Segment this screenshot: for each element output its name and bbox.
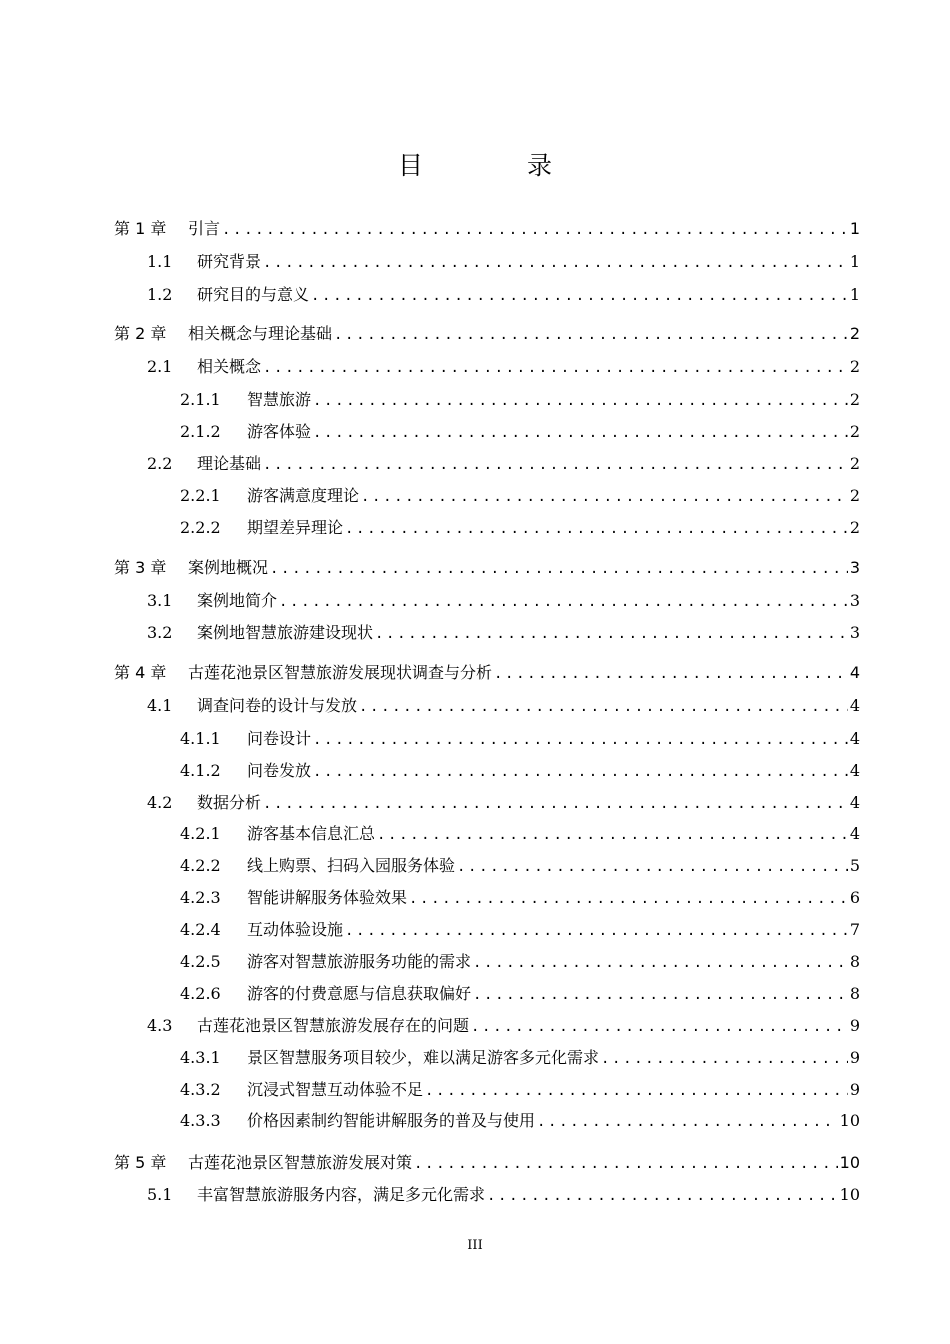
dot-leader [263, 360, 848, 376]
dot-leader [457, 859, 848, 875]
toc-entry-label: 景区智慧服务项目较少，难以满足游客多元化需求 [247, 1048, 600, 1067]
dot-leader [414, 1156, 838, 1172]
toc-entry-page: 3 [849, 558, 860, 577]
toc-entry-label: 问卷设计 [247, 729, 312, 748]
toc-entry-page: 1 [849, 219, 860, 238]
dot-leader [311, 288, 848, 304]
toc-entry-label: 研究背景 [197, 252, 262, 271]
toc-entry-label: 数据分析 [197, 793, 262, 812]
toc-entry-number: 4.1.2 [180, 761, 221, 780]
toc-entry-level-1 [114, 555, 860, 579]
toc-entry-level-3 [180, 917, 860, 941]
toc-entry-level-3 [180, 419, 860, 443]
toc-entry-level-3 [180, 726, 860, 750]
toc-entry-label: 沉浸式智慧互动体验不足 [247, 1080, 424, 1099]
toc-entry-number: 2.2.1 [180, 486, 221, 505]
toc-entry-label: 游客的付费意愿与信息获取偏好 [247, 984, 472, 1003]
toc-entry-label: 互动体验设施 [247, 920, 344, 939]
toc-entry-number: 3.1 [147, 591, 173, 610]
toc-entry-page: 2 [849, 486, 860, 505]
toc-entry-page: 4 [849, 696, 860, 715]
dot-leader [263, 796, 848, 812]
toc-entry-page: 2 [849, 390, 860, 409]
toc-entry-label: 理论基础 [197, 454, 262, 473]
toc-entry-number: 4.2.4 [180, 920, 221, 939]
toc-entry-page: 5 [849, 856, 860, 875]
dot-leader [313, 393, 848, 409]
toc-entry-label: 古莲花池景区智慧旅游发展对策 [188, 1153, 413, 1172]
toc-entry-label: 案例地简介 [197, 591, 278, 610]
toc-entry-page: 8 [849, 952, 860, 971]
dot-leader [601, 1051, 848, 1067]
toc-entry-number: 2.2.2 [180, 518, 221, 537]
toc-entry-page: 10 [839, 1153, 860, 1172]
toc-entry-level-2 [147, 282, 860, 306]
dot-leader [313, 425, 848, 441]
toc-entry-number: 4.2 [147, 793, 173, 812]
toc-entry-number: 4.2.5 [180, 952, 221, 971]
dot-leader [425, 1083, 848, 1099]
toc-entry-page: 2 [849, 357, 860, 376]
toc-entry-level-2 [147, 693, 860, 717]
toc-entry-label: 问卷发放 [247, 761, 312, 780]
toc-entry-level-2 [147, 588, 860, 612]
dot-leader [334, 327, 848, 343]
dot-leader [263, 457, 848, 473]
toc-entry-number: 2.1 [147, 357, 173, 376]
toc-entry-page: 4 [849, 793, 860, 812]
toc-entry-number: 4.1 [147, 696, 173, 715]
toc-entry-number: 5.1 [147, 1185, 173, 1204]
toc-entry-level-1 [114, 321, 860, 345]
dot-leader [313, 764, 848, 780]
toc-entry-number: 4.3.2 [180, 1080, 221, 1099]
toc-entry-number: 3.2 [147, 623, 173, 642]
toc-entry-label: 引言 [188, 219, 221, 238]
toc-entry-page: 3 [849, 591, 860, 610]
toc-entry-label: 期望差异理论 [247, 518, 344, 537]
toc-entry-number: 2.2 [147, 454, 173, 473]
toc-entry-number: 4.1.1 [180, 729, 221, 748]
toc-entry-page: 9 [849, 1048, 860, 1067]
toc-entry-number: 4.2.3 [180, 888, 221, 907]
toc-entry-page: 1 [849, 285, 860, 304]
toc-entry-page: 9 [849, 1016, 860, 1035]
page-number: III [467, 1238, 483, 1253]
page-title: 目 录 [398, 151, 600, 180]
toc-entry-label: 丰富智慧旅游服务内容，满足多元化需求 [197, 1185, 486, 1204]
toc-entry-level-2 [147, 451, 860, 475]
toc-entry-level-1 [114, 1150, 860, 1174]
toc-entry-number: 4.2.6 [180, 984, 221, 1003]
toc-entry-level-3 [180, 853, 860, 877]
toc-entry-level-3 [180, 515, 860, 539]
toc-entry-label: 相关概念 [197, 357, 262, 376]
toc-entry-label: 智能讲解服务体验效果 [247, 888, 408, 907]
toc-entry-level-2 [147, 249, 860, 273]
toc-entry-label: 研究目的与意义 [197, 285, 310, 304]
toc-entry-number: 2.1.2 [180, 422, 221, 441]
toc-entry-level-3 [180, 1108, 860, 1132]
toc-entry-label: 线上购票、扫码入园服务体验 [247, 856, 456, 875]
toc-entry-page: 3 [849, 623, 860, 642]
toc-entry-level-3 [180, 1045, 860, 1069]
toc-entry-level-3 [180, 758, 860, 782]
toc-entry-level-2 [147, 1182, 860, 1206]
toc-entry-level-3 [180, 885, 860, 909]
toc-entry-level-3 [180, 949, 860, 973]
dot-leader [537, 1114, 838, 1130]
toc-entry-page: 9 [849, 1080, 860, 1099]
toc-entry-label: 调查问卷的设计与发放 [197, 696, 358, 715]
toc-entry-level-3 [180, 483, 860, 507]
toc-entry-level-3 [180, 1077, 860, 1101]
toc-entry-level-1 [114, 216, 860, 240]
toc-entry-page: 4 [849, 824, 860, 843]
dot-leader [473, 987, 848, 1003]
toc-entry-label: 游客体验 [247, 422, 312, 441]
toc-entry-label: 案例地智慧旅游建设现状 [197, 623, 374, 642]
toc-entry-number: 2.1.1 [180, 390, 221, 409]
dot-leader [375, 626, 848, 642]
toc-entry-page: 10 [839, 1185, 860, 1204]
toc-entry-page: 2 [849, 518, 860, 537]
toc-entry-number: 1.1 [147, 252, 173, 271]
dot-leader [471, 1019, 848, 1035]
toc-entry-level-3 [180, 821, 860, 845]
toc-entry-number: 4.2.1 [180, 824, 221, 843]
toc-entry-page: 2 [849, 324, 860, 343]
dot-leader [263, 255, 848, 271]
dot-leader [494, 666, 848, 682]
toc-entry-page: 4 [849, 761, 860, 780]
toc-entry-label: 游客基本信息汇总 [247, 824, 376, 843]
toc-entry-label: 智慧旅游 [247, 390, 312, 409]
toc-entry-label: 游客对智慧旅游服务功能的需求 [247, 952, 472, 971]
toc-entry-number: 4.3.3 [180, 1111, 221, 1130]
toc-entry-number: 1.2 [147, 285, 173, 304]
toc-entry-page: 10 [839, 1111, 860, 1130]
dot-leader [409, 891, 848, 907]
toc-entry-number: 第 1 章 [114, 219, 167, 238]
toc-entry-label: 价格因素制约智能讲解服务的普及与使用 [247, 1111, 536, 1130]
dot-leader [345, 923, 848, 939]
toc-entry-number: 第 2 章 [114, 324, 167, 343]
toc-entry-level-2 [147, 790, 860, 814]
toc-entry-page: 7 [849, 920, 860, 939]
toc-entry-level-3 [180, 981, 860, 1005]
toc-entry-level-3 [180, 387, 860, 411]
toc-entry-level-1 [114, 660, 860, 684]
toc-entry-page: 8 [849, 984, 860, 1003]
toc-entry-number: 第 4 章 [114, 663, 167, 682]
dot-leader [222, 222, 848, 238]
dot-leader [313, 732, 848, 748]
dot-leader [270, 561, 848, 577]
toc-entry-page: 1 [849, 252, 860, 271]
toc-entry-number: 4.2.2 [180, 856, 221, 875]
toc-entry-label: 相关概念与理论基础 [188, 324, 333, 343]
dot-leader [279, 594, 848, 610]
dot-leader [473, 955, 848, 971]
toc-entry-page: 2 [849, 454, 860, 473]
dot-leader [361, 489, 848, 505]
toc-entry-label: 古莲花池景区智慧旅游发展存在的问题 [197, 1016, 470, 1035]
toc-entry-number: 4.3 [147, 1016, 173, 1035]
toc-entry-label: 古莲花池景区智慧旅游发展现状调查与分析 [188, 663, 493, 682]
toc-entry-number: 第 5 章 [114, 1153, 167, 1172]
dot-leader [377, 827, 848, 843]
toc-entry-page: 6 [849, 888, 860, 907]
toc-entry-label: 案例地概况 [188, 558, 269, 577]
toc-entry-number: 4.3.1 [180, 1048, 221, 1067]
dot-leader [359, 699, 848, 715]
toc-entry-level-2 [147, 1013, 860, 1037]
toc-entry-page: 4 [849, 729, 860, 748]
toc-entry-label: 游客满意度理论 [247, 486, 360, 505]
toc-entry-number: 第 3 章 [114, 558, 167, 577]
toc-entry-page: 2 [849, 422, 860, 441]
dot-leader [345, 521, 848, 537]
toc-entry-page: 4 [849, 663, 860, 682]
toc-entry-level-2 [147, 620, 860, 644]
dot-leader [487, 1188, 838, 1204]
toc-entry-level-2 [147, 354, 860, 378]
